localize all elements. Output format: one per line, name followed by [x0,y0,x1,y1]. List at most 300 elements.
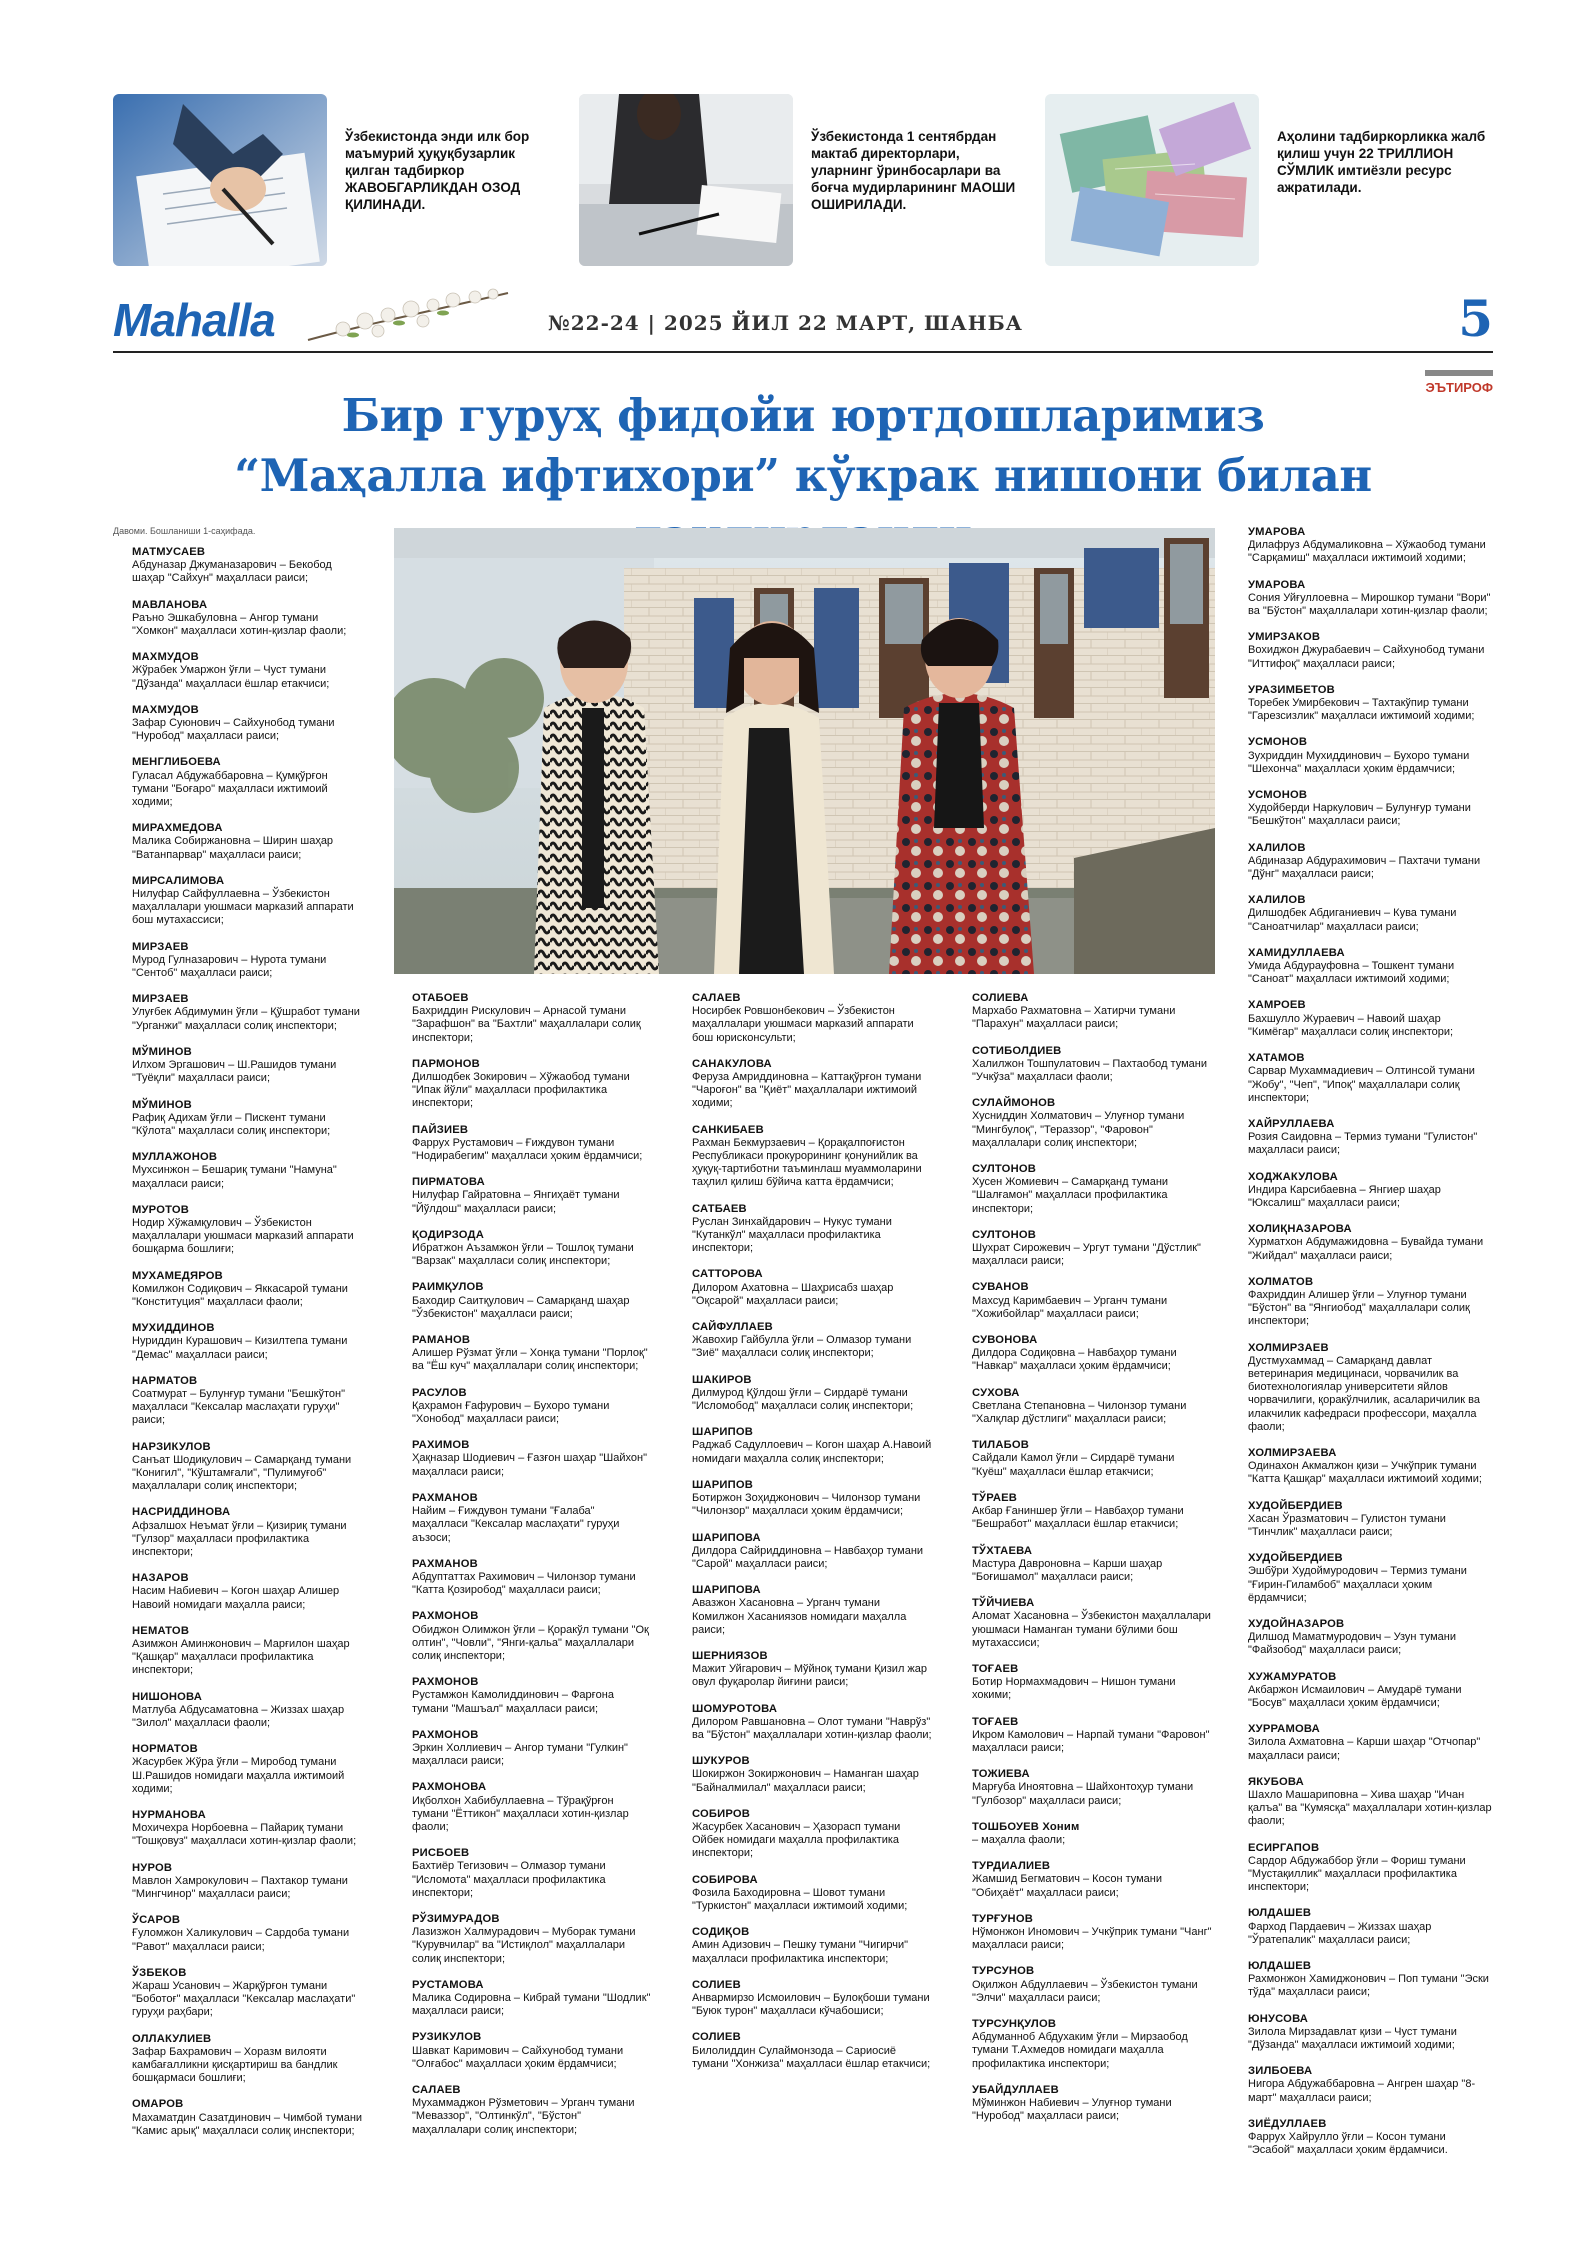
honoree-surname: УРАЗИМБЕТОВ [1248,683,1335,696]
name-entry [1248,684,1493,724]
honoree-surname: ТОЖИЕВА [972,1768,1030,1781]
name-entry [972,1913,1212,1953]
honoree-description: Марғуба Иноятовна – Шайхонтоҳур тумани "Гулбозор" маҳалласи раиси; [972,1781,1194,1807]
name-entry [132,2098,365,2138]
honoree-surname: ТУРСУНҚУЛОВ [972,2017,1057,2030]
honoree-description: Афзалшох Неъмат ўғли – Қизириқ тумани "Гулзор" маҳалласи профилактика инспектори; [132,1519,347,1558]
name-entry [132,1046,365,1086]
honoree-surname: РАХМАНОВ [412,1491,478,1504]
honoree-surname: ШАРИПОВА [692,1531,761,1544]
honoree-description: Мавлон Хамрокулович – Пахтакор тумани "Мингчинор" маҳалласи раиси; [132,1874,348,1901]
honoree-surname: ЎСАРОВ [132,1914,181,1927]
honoree-surname: САЙФУЛЛАЕВ [692,1321,773,1334]
name-entry [412,992,652,1045]
honoree-description: Дилшодбек Зокирович – Хўжаобод тумани "Ипак йўли" маҳалласи профилактика инспектори; [412,1071,630,1110]
name-entry [412,1439,652,1479]
honoree-description: Сардор Абдужаббор ўғли – Фориш тумани "Мустақиллик" маҳалласи профилактика инспектори; [1248,1854,1466,1894]
name-entry [1248,1671,1493,1711]
page-number: 5 [1458,289,1493,348]
honoree-description: Алишер Рўзмат ўғли – Хонқа тумани "Порлоқ" ва "Ёш куч" маҳаллалари солиқ инспектори; [412,1347,648,1373]
name-entry [692,1584,932,1637]
honoree-description: Дилдора Сайриддиновна – Навбаҳор тумани "Сарой" маҳалласи раиси; [692,1544,924,1570]
honoree-description: Оқилжон Абдуллаевич – Ўзбекистон тумани "Элчи" маҳалласи раиси; [972,1978,1198,2004]
honoree-description: Абдуназар Джуманазарович – Бекобод шаҳар "Сайхун" маҳалласи раиси; [132,559,332,585]
name-entry [132,2033,365,2086]
name-entry [692,1203,932,1256]
name-entry [412,1913,652,1966]
honoree-surname: СУВОНОВА [972,1334,1038,1347]
honoree-description: Дилшодбек Абдиганиевич – Кува тумани "Саноатчилар" маҳалласи раиси; [1248,907,1457,933]
honoree-description: Фаррух Рустамович – Ғиждувон тумани "Нодирабегим" маҳалласи ҳоким ёрдамчиси; [412,1136,643,1163]
issue-date: №22-24 | 2025 ЙИЛ 22 МАРТ, ШАНБА [548,311,1023,335]
name-entry [412,2031,652,2071]
name-entry [132,1099,365,1139]
honoree-surname: РАХМОНОВА [412,1781,487,1794]
honoree-description: Шахло Машариповна – Хива шаҳар "Ичан қалъа" ва "Кумясқа" маҳаллалари хотин-қизлар фаоли; [1248,1789,1492,1828]
headline-line-2: “Маҳалла ифтихори” кўкрак нишони билан [234,449,1372,502]
name-entry [1248,1342,1493,1434]
name-entry [132,822,365,862]
name-entry [132,756,365,809]
honoree-description: Нигора Абдужаббаровна – Ангрен шаҳар "8-март" маҳалласи раиси; [1248,2078,1476,2104]
honoree-surname: ОЛЛАКУЛИЕВ [132,2032,212,2045]
honoree-surname: УБАЙДУЛЛАЕВ [972,2083,1059,2096]
name-entry [972,1097,1212,1150]
honoree-surname: ХАМРОЕВ [1248,999,1306,1012]
honoree-description: Обиджон Олимжон ўғли – Қоракўл тумани "Оқ олтин", "Човли", "Янги-қальа" маҳаллалари солиқ инспектори; [412,1623,649,1662]
honoree-surname: ТЎРАЕВ [972,1491,1018,1504]
honoree-surname: СУХОВА [972,1386,1020,1399]
name-entry [132,1914,365,1954]
name-entry [412,1492,652,1545]
honoree-surname: ХОЛМИРЗАЕВ [1248,1341,1329,1354]
honoree-surname: ШЕРНИЯЗОВ [692,1649,768,1662]
honoree-description: Сония Уйғуллоевна – Мирошкор тумани "Вори" ва "Бўстон" маҳаллалари хотин-қизлар фаоли; [1248,591,1491,618]
name-entry [972,1965,1212,2005]
name-entry [1248,842,1493,882]
honoree-description: Раъно Эшкабуловна – Ангор тумани "Хомкон" маҳалласи хотин-қизлар фаоли; [132,611,347,638]
honoree-description: Дилмурод Қўлдош ўғли – Сирдарё тумани "Исломобод" маҳалласи солиқ инспектори; [692,1386,914,1413]
honoree-description: Мўминжон Набиевич – Улуғнор тумани "Нуробод" маҳалласи раиси; [972,2097,1172,2123]
honoree-description: Махаматдин Сазатдинович – Чимбой тумани "Камис арық" маҳалласи солиқ инспектори; [132,2111,363,2137]
name-entry [972,2018,1212,2071]
name-entry [972,1163,1212,1216]
honoree-description: Билолиддин Сулаймонзода – Сариосиё тумани "Хонжиза" маҳалласи ёшлар етакчиси; [692,2044,931,2070]
honoree-surname: УМАРОВА [1248,578,1306,591]
honoree-description: Дилдора Содиқовна – Навбаҳор тумани "Навкар" маҳалласи ҳоким ёрдамчиси; [972,1347,1177,1373]
honoree-description: Дилафруз Абдумаликовна – Хўжаобод тумани "Сарқамиш" маҳалласи ижтимоий ходими; [1248,539,1486,565]
honoree-description: Малика Содировна – Кибрай тумани "Шодлик" маҳалласи раиси; [412,1991,651,2018]
honoree-surname: ЗИЁДУЛЛАЕВ [1248,2117,1327,2130]
honoree-surname: ЯКУБОВА [1248,1775,1304,1788]
name-entry [1248,1447,1493,1487]
name-entry [132,993,365,1033]
honoree-description: Умида Абдурауфовна – Тошкент тумани "Саноат" маҳалласи ижтимоий ходими; [1248,960,1455,986]
teaser-item[interactable] [1045,94,1493,266]
honoree-surname: ЮНУСОВА [1248,2012,1309,2025]
honoree-surname: ЮЛДАШЕВ [1248,1960,1312,1973]
honoree-surname: МУЛЛАЖОНОВ [132,1151,218,1164]
name-entry [692,1321,932,1361]
honoree-surname: ЎЗБЕКОВ [132,1966,187,1979]
honoree-description: Акбаржон Исмаилович – Амударё тумани "Босув" маҳалласи ҳоким ёрдамчиси; [1248,1683,1462,1710]
honoree-description: Носирбек Ровшонбекович – Ўзбекистон маҳаллалари уюшмаси марказий аппарати бош юрисконсульти; [692,1005,914,1044]
newspaper-logo[interactable]: Mahalla [113,294,275,346]
honoree-description: Жасурбек Жўра ўғли – Миробод тумани Ш.Рашидов номидаги маҳалла ижтимоий ходими; [132,1756,345,1795]
honoree-surname: НИШОНОВА [132,1690,203,1703]
honoree-surname: СУЛАЙМОНОВ [972,1097,1056,1110]
honoree-description: Сайдали Камол ўғли – Сирдарё тумани "Куёш" маҳалласи ёшлар етакчиси; [972,1452,1175,1478]
honoree-surname: ТУРСУНОВ [972,1965,1035,1978]
honoree-description: Хасан Ўразматович – Гулистон тумани "Тинчлик" маҳалласи раиси; [1248,1512,1446,1538]
honoree-surname: СОЛИЕВ [692,1978,741,1991]
honoree-description: Хусен Жомиевич – Самарқанд тумани "Шалғамон" маҳалласи профилактика инспектори; [972,1176,1169,1215]
honoree-surname: ХАМИДУЛЛАЕВА [1248,946,1345,959]
name-entry [132,1809,365,1849]
name-entry [132,1322,365,1362]
name-entry [972,1229,1212,1269]
teaser-item[interactable] [113,94,573,266]
honoree-surname: ЗИЛБОЕВА [1248,2065,1313,2078]
honoree-description: Халилжон Тошпулатович – Пахтаобод тумани "Учкўза" маҳалласи фаоли; [972,1057,1207,1084]
honoree-description: Бахшулло Жураевич – Навоий шаҳар "Кимёгар" маҳалласи солиқ инспектори; [1248,1012,1454,1038]
honoree-description: Дилором Равшановна – Олот тумани "Наврўз" ва "Бўстон" маҳаллалари хотин-қизлар фаоли; [692,1715,932,1741]
name-entry [132,651,365,691]
continuation-note: Давоми. Бошланиши 1-саҳифада. [113,526,256,536]
name-entry [1248,1618,1493,1658]
name-entry [132,1691,365,1731]
honoree-description: Сарвар Мухаммадиевич – Олтинсой тумани "Жобу", "Чеп", "Ипоқ" маҳаллалари солиқ инспектори; [1248,1065,1475,1104]
honoree-surname: РАХИМОВ [412,1439,470,1452]
teaser-item[interactable] [579,94,1039,266]
honoree-surname: ТЎЙЧИЕВА [972,1597,1035,1610]
teaser-row [113,94,1493,266]
name-entry [692,1650,932,1690]
article-photo [394,528,1215,974]
honoree-description: – маҳалла фаоли; [972,1833,1066,1846]
name-entry [132,1441,365,1494]
honoree-surname: ХАЛИЛОВ [1248,841,1306,854]
honoree-surname: СОДИҚОВ [692,1926,750,1939]
name-entry [132,941,365,981]
name-entry [972,992,1212,1032]
honoree-surname: РАИМҚУЛОВ [412,1281,484,1294]
honoree-description: Худойберди Наркулович – Булунғур тумани "Бешкўтон" маҳалласи раиси; [1248,802,1471,828]
name-entry [972,1334,1212,1374]
name-entry [1248,1118,1493,1158]
honoree-surname: ПАЙЗИЕВ [412,1123,469,1136]
honoree-surname: МЎМИНОВ [132,1045,192,1058]
honoree-description: Фозила Баходировна – Шовот тумани "Туркистон" маҳалласи ижтимоий ходими; [692,1886,908,1912]
honoree-description: Торебек Умирбекович – Тахтакўпир тумани "Гарезсизлик" маҳалласи ижтимоий ходими; [1248,697,1475,723]
honoree-description: Абдуптаттах Рахимович – Чилонзор тумани "Катта Қозиробод" маҳалласи раиси; [412,1570,636,1597]
honoree-description: Феруза Амриддиновна – Каттақўрғон тумани "Чароғон" ва "Қиёт" маҳаллалари ижтимоий ходими; [692,1071,922,1110]
name-entry [412,1558,652,1598]
name-entry [1248,999,1493,1039]
honoree-surname: САТБАЕВ [692,1202,747,1215]
name-entry [972,1387,1212,1427]
honoree-surname: ХОЛМАТОВ [1248,1275,1314,1288]
teaser-image-office [579,94,793,266]
honoree-description: Мархабо Рахматовна – Хатирчи тумани "Парахун" маҳалласи раиси; [972,1005,1176,1031]
honoree-surname: САНКИБАЕВ [692,1123,764,1136]
honoree-surname: МИРАХМЕДОВА [132,822,223,835]
name-entry [132,1572,365,1612]
name-entry [972,1860,1212,1900]
name-entry [1248,894,1493,934]
honoree-surname: РАМАНОВ [412,1334,471,1347]
name-entry [1248,631,1493,671]
name-entry [692,1979,932,2019]
honoree-description: Фаррух Хайрулло ўғли – Косон тумани "Эсабой" маҳалласи ҳоким ёрдамчиси. [1248,2131,1448,2157]
honoree-surname: ТУРҒУНОВ [972,1912,1034,1925]
honoree-description: Розия Саидовна – Термиз тумани "Гулистон" маҳалласи раиси; [1248,1131,1478,1157]
honoree-description: Улуғбек Абдимумин ўғли – Қўшработ тумани "Урганжи" маҳалласи солиқ инспектори; [132,1006,360,1032]
honoree-surname: МАХМУДОВ [132,703,199,716]
honoree-surname: ТОШБОУЕВ Хоним [972,1820,1080,1833]
name-entry [1248,1907,1493,1947]
name-entry [972,1768,1212,1808]
honoree-surname: УМИРЗАКОВ [1248,631,1321,644]
honoree-description: Эркин Холлиевич – Ангор тумани "Гулкин" маҳалласи раиси; [412,1741,628,1768]
name-entry [412,1729,652,1769]
honoree-surname: СОБИРОВА [692,1873,758,1886]
honoree-description: Фахриддин Алишер ўғли – Улуғнор тумани "Бўстон" ва "Янгиобод" маҳаллалари солиқ инспектори; [1248,1288,1470,1328]
honoree-description: Ғуломжон Халикулович – Сардоба тумани "Равот" маҳалласи раиси; [132,1927,350,1953]
honoree-description: Найим – Ғиждувон тумани "Ғалаба" маҳалласи "Кексалар маслаҳати" гуруҳи аъзоси; [412,1505,620,1544]
name-entry [1248,736,1493,776]
honoree-surname: РАХМОНОВ [412,1728,479,1741]
honoree-surname: МИРСАЛИМОВА [132,874,225,887]
honoree-description: Зилола Мирзадавлат қизи – Чуст тумани "Дўзанда" маҳалласи ижтимоий ходими; [1248,2025,1457,2052]
honoree-description: Азимжон Аминжонович – Марғилон шаҳар "Қашқар" маҳалласи профилактика инспектори; [132,1638,350,1677]
name-entry [1248,1276,1493,1329]
honoree-description: Нилуфар Гайратовна – Янгиҳаёт тумани "Йўлдош" маҳалласи раиси; [412,1189,620,1215]
honoree-description: Жасурбек Хасанович – Ҳазорасп тумани Ойбек номидаги маҳалла профилактика инспектори; [692,1820,901,1860]
honoree-description: Зафар Суюнович – Сайхунобод тумани "Нуробод" маҳалласи раиси; [132,717,335,743]
name-entry [1248,2118,1493,2158]
honoree-description: Рахман Бекмурзаевич – Қорақалпоғистон Республикаси прокурорининг қонунийлик ва ҳуқуқ-тартиботни таъминлаш муаммоларини таҳлил қилиш бўйича катта ёрдамчиси; [692,1136,922,1189]
name-entry [132,599,365,639]
teaser-image-money [1045,94,1259,266]
names-column-1 [132,546,365,2151]
honoree-description: Соатмурат – Булунғур тумани "Бешкўтон" маҳалласи "Кексалар маслаҳати гуруҳи" раиси; [132,1387,345,1427]
honoree-surname: ХУДОЙНАЗАРОВ [1248,1618,1345,1630]
honoree-surname: НЕМАТОВ [132,1624,190,1637]
name-entry [412,1847,652,1900]
honoree-surname: ШОМУРОТОВА [692,1702,778,1715]
honoree-surname: СУВАНОВ [972,1281,1029,1294]
honoree-surname: ШАРИПОВА [692,1584,761,1597]
name-entry [1248,1776,1493,1829]
honoree-description: Шокиржон Зокиржонович – Наманган шаҳар "Байналмилал" маҳалласи раиси; [692,1768,919,1794]
honoree-surname: ПИРМАТОВА [412,1176,485,1189]
honoree-surname: ШАРИПОВ [692,1426,754,1439]
honoree-description: Нодир Хўжамқулович – Ўзбекистон маҳаллалари уюшмаси марказий аппарати бошқарма бошлиғи; [132,1216,354,1256]
honoree-surname: УМАРОВА [1248,526,1306,538]
honoree-description: Анвармирзо Исмоилович – Булоқбоши тумани "Буюк турон" маҳалласи кўчабошиси; [692,1991,930,2018]
honoree-description: Раджаб Садуллоевич – Когон шаҳар А.Навоий номидаги маҳалла солиқ инспектори; [692,1439,932,1465]
honoree-surname: ХУДОЙБЕРДИЕВ [1248,1499,1343,1512]
honoree-surname: НУРОВ [132,1861,173,1874]
name-entry [972,1281,1212,1321]
honoree-surname: РАХМАНОВ [412,1557,478,1570]
honoree-surname: РЎЗИМУРАДОВ [412,1912,500,1925]
honoree-surname: НОРМАТОВ [132,1743,198,1756]
honoree-description: Индира Карсибаевна – Янгиер шаҳар "Юксалиш" маҳалласи раиси; [1248,1183,1441,1209]
honoree-description: Малика Собиржановна – Ширин шаҳар "Ватанпарвар" маҳалласи раиси; [132,835,334,861]
names-column-4 [972,992,1212,2136]
honoree-description: Ботир Нормахмадович – Нишон тумани хокими; [972,1676,1176,1702]
name-entry [132,704,365,744]
honoree-description: Абдуманноб Абдухаким ўғли – Мирзаобод тумани Т.Ахмедов номидаги маҳалла профилактика инспектори; [972,2031,1188,2070]
honoree-surname: ТЎХТАЕВА [972,1544,1033,1557]
honoree-surname: НУРМАНОВА [132,1809,206,1822]
name-entry [972,1597,1212,1650]
honoree-surname: ХУДОЙБЕРДИЕВ [1248,1552,1343,1565]
honoree-surname: ХОЛИҚНАЗАРОВА [1248,1223,1352,1236]
name-entry [412,1058,652,1111]
honoree-surname: РАХМОНОВ [412,1610,479,1623]
honoree-description: Бахриддин Рискулович – Арнасой тумани "Зарафшон" ва "Бахтли" маҳаллалари солиқ инспектори; [412,1005,641,1044]
name-entry [972,1716,1212,1756]
honoree-description: Санъат Шодиқулович – Самарқанд тумани "Конигил", "Кўштамғали", "Пулимуғоб" маҳаллалари солиқ инспектори; [132,1453,352,1493]
honoree-description: Ботиржон Зоҳиджонович – Чилонзор тумани "Чилонзор" маҳалласи ҳоким ёрдамчиси; [692,1492,921,1518]
names-column-5 [1248,526,1493,2171]
honoree-description: Руслан Зинхайдарович – Нукус тумани "Кутанкўл" маҳалласи профилактика инспектори; [692,1215,892,1255]
honoree-surname: УСМОНОВ [1248,789,1308,802]
honoree-description: Рахмонжон Хамиджонович – Поп тумани "Эски тўда" маҳалласи раиси; [1248,1973,1489,1999]
names-column-2 [412,992,652,2150]
name-entry [132,1204,365,1257]
honoree-description: Хусниддин Холматович – Улуғнор тумани "Мингбулоқ", "Тераззор", "Фаровон" маҳаллалари солиқ инспектори; [972,1110,1185,1149]
honoree-description: Жамшид Бегматович – Косон тумани "Обиҳаёт" маҳалласи раиси; [972,1873,1163,1899]
honoree-description: Эшбўри Худоймуродович – Термиз тумани "Ғирин-Гиламбоб" маҳалласи ҳоким ёрдамчиси; [1248,1565,1467,1604]
honoree-description: Аломат Хасановна – Ўзбекистон маҳаллалари уюшмаси Наманган тумани бўлими бош мутахассиси; [972,1610,1211,1649]
name-entry [1248,1223,1493,1263]
honoree-surname: МАВЛАНОВА [132,598,208,611]
honoree-description: Насим Набиевич – Когон шаҳар Алишер Навоий номидаги маҳалла раиси; [132,1585,340,1611]
honoree-description: Қахрамон Ғафурович – Бухоро тумани "Хонобод" маҳалласи раиси; [412,1399,610,1426]
honoree-description: Лазизжон Халмурадович – Муборак тумани "Курувчилар" ва "Истиқлол" маҳаллалари солиқ инспектори; [412,1926,636,1965]
name-entry [1248,579,1493,619]
honoree-surname: МУХАМЕДЯРОВ [132,1269,223,1282]
honoree-description: Зилола Ахматовна – Карши шаҳар "Отчопар" маҳалласи раиси; [1248,1736,1481,1762]
name-entry [692,1058,932,1111]
honoree-description: Нилуфар Сайфуллаевна – Ўзбекистон маҳаллалари уюшмаси марказий аппарати бош мутахассиси; [132,888,354,927]
honoree-description: Зафар Бахрамович – Хоразм вилояти камбағалликни қисқартириш ва бандлик бошқармаси бошлиғи; [132,2045,338,2085]
name-entry [412,1781,652,1834]
name-entry [692,1532,932,1572]
masthead [113,285,1493,353]
honoree-surname: ОТАБОЕВ [412,992,469,1004]
honoree-surname: НАРЗИКУЛОВ [132,1440,211,1453]
name-entry [972,1439,1212,1479]
honoree-description: Нўмонжон Иномович – Учкўприк тумани "Чанг" маҳалласи раиси; [972,1925,1212,1952]
honoree-description: Шавкат Каримович – Сайхунобод тумани "Олғабос" маҳалласи ҳоким ёрдамчиси; [412,2044,624,2070]
honoree-description: Авазжон Хасановна – Урганч тумани Комилжон Хасаниязов номидаги маҳалла раиси; [692,1597,907,1636]
honoree-description: Фарход Пардаевич – Жиззах шаҳар "Ўратепалик" маҳалласи раиси; [1248,1920,1432,1946]
honoree-surname: НАЗАРОВ [132,1572,189,1585]
name-entry [412,1229,652,1269]
honoree-surname: ХАТАМОВ [1248,1052,1305,1065]
honoree-surname: ШУКУРОВ [692,1755,750,1768]
honoree-description: Икром Камолович – Нарпай тумани "Фаровон" маҳалласи раиси; [972,1728,1210,1754]
name-entry [1248,1500,1493,1540]
name-entry [972,1821,1212,1847]
name-entry [412,1334,652,1374]
name-entry [412,1979,652,2019]
honoree-description: Дилшод Маматмуродович – Узун тумани "Файзобод" маҳалласи раиси; [1248,1631,1456,1657]
honoree-surname: МИРЗАЕВ [132,993,189,1006]
honoree-surname: МУХИДДИНОВ [132,1322,215,1335]
honoree-surname: СОЛИЕВА [972,992,1029,1004]
name-entry [412,2084,652,2137]
honoree-surname: НАСРИДДИНОВА [132,1506,231,1519]
honoree-surname: ХОДЖАКУЛОВА [1248,1170,1338,1183]
name-entry [132,1967,365,2020]
honoree-description: Дилором Ахатовна – Шаҳрисабз шаҳар "Оқсарой" маҳалласи раиси; [692,1281,894,1307]
honoree-surname: ШАРИПОВ [692,1478,754,1491]
name-entry [1248,1171,1493,1211]
name-entry [692,1374,932,1414]
name-entry [132,1506,365,1559]
name-entry [412,1610,652,1663]
name-entry [132,1151,365,1191]
honoree-surname: ҚОДИРЗОДА [412,1228,484,1241]
name-entry [1248,789,1493,829]
honoree-surname: ХАЛИЛОВ [1248,894,1306,907]
honoree-surname: СОБИРОВ [692,1807,751,1820]
name-entry [132,546,365,586]
honoree-description: Одинахон Акмалжон қизи – Учкўприк тумани "Катта Қашқар" маҳалласи ижтимоий ходими; [1248,1460,1482,1486]
honoree-description: Нуриддин Курашович – Кизилтепа тумани "Демас" маҳалласи раиси; [132,1335,348,1361]
name-entry [412,1124,652,1164]
honoree-surname: СУЛТОНОВ [972,1228,1037,1241]
name-entry [412,1387,652,1427]
name-entry [412,1176,652,1216]
honoree-description: Матлуба Абдусаматовна – Жиззах шаҳар "Зилол" маҳалласи фаоли; [132,1703,345,1730]
honoree-surname: УСМОНОВ [1248,736,1308,749]
honoree-surname: СУЛТОНОВ [972,1163,1037,1176]
name-entry [132,1375,365,1428]
name-entry [692,1926,932,1966]
honoree-surname: ШАКИРОВ [692,1373,752,1386]
honoree-description: Жавохир Гайбулла ўғли – Олмазор тумани "Зиё" маҳалласи солиқ инспектори; [692,1334,912,1360]
teaser-text: Ўзбекистонда энди илк бор маъмурий ҳуқуқбузарлик қилган тадбиркор ЖАВОБГАРЛИКДАН ОЗОД ҚИЛИНАДИ. [345,129,530,212]
honoree-description: Комилжон Содиқович – Яккасарой тумани "Конституция" маҳалласи фаоли; [132,1282,348,1308]
name-entry [1248,1552,1493,1605]
name-entry [412,1676,652,1716]
name-entry [692,1479,932,1519]
honoree-description: Илхом Эргашович – Ш.Рашидов тумани "Туёқли" маҳалласи раиси; [132,1059,337,1085]
name-entry [1248,1842,1493,1895]
name-entry [1248,2065,1493,2105]
name-entry [692,1703,932,1743]
name-entry [132,1625,365,1678]
names-column-3 [692,992,932,2084]
name-entry [692,992,932,1045]
honoree-surname: ТОҒАЕВ [972,1662,1019,1675]
name-entry [972,1045,1212,1085]
name-entry [1248,1960,1493,2000]
honoree-description: Иқболхон Хабибуллаевна – Тўрақўрғон тумани "Ёттикон" маҳалласи хотин-қизлар фаоли; [412,1794,629,1833]
honoree-surname: САЛАЕВ [412,2084,461,2096]
name-entry [412,1281,652,1321]
honoree-surname: САНАКУЛОВА [692,1057,772,1070]
honoree-surname: ОМАРОВ [132,2098,184,2111]
honoree-description: Мастура Давроновна – Карши шаҳар "Боғишамол" маҳалласи раиси; [972,1557,1163,1583]
